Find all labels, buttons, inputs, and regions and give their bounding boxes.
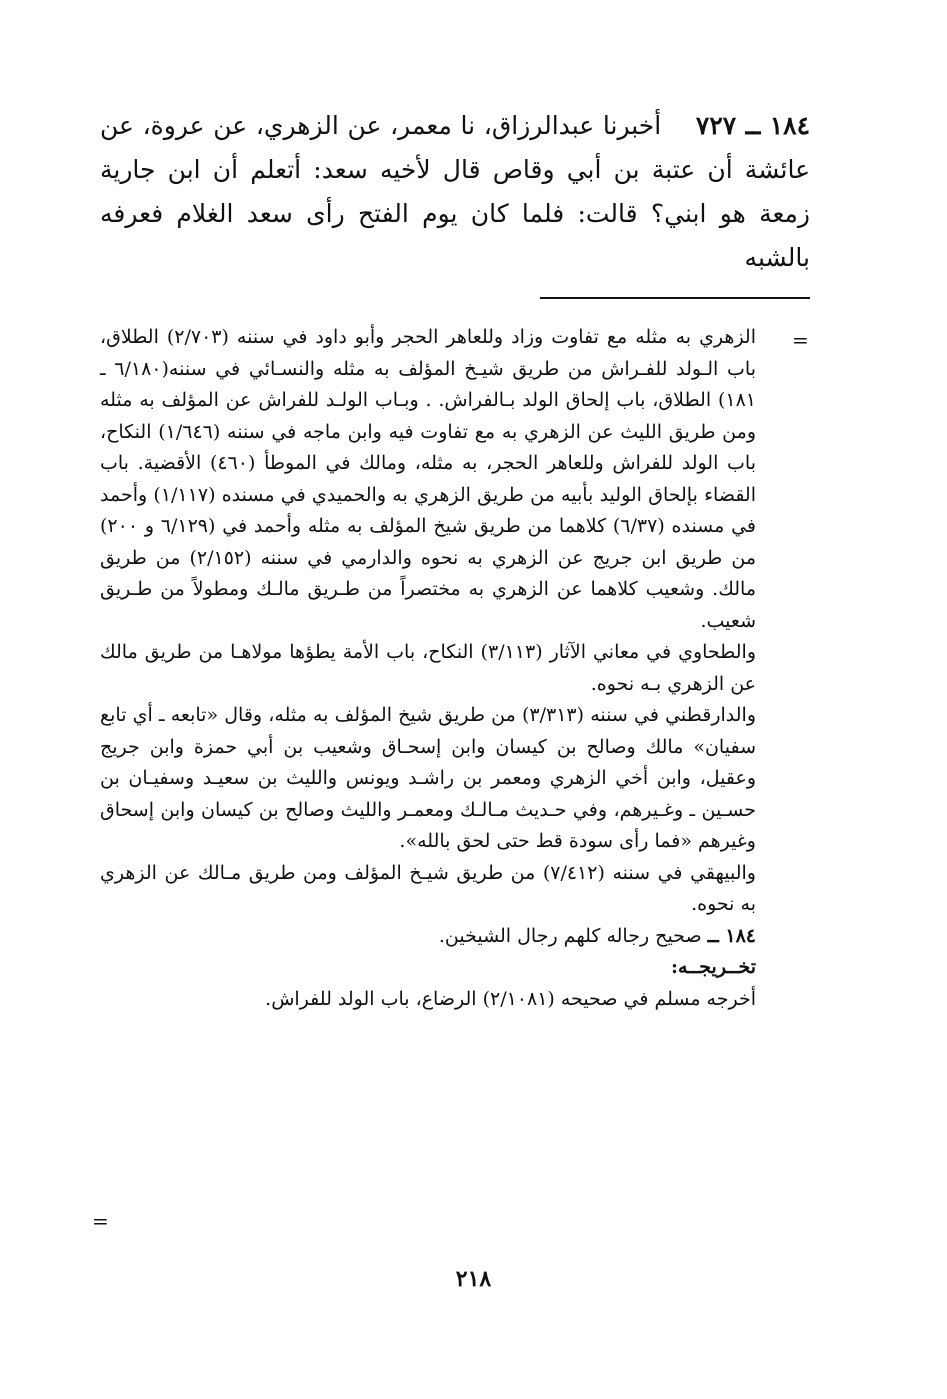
hadith-grade-text: صحيح رجاله كلهم رجال الشيخين. [438, 924, 702, 947]
footnote-divider [540, 297, 810, 299]
continuation-mark: = [792, 328, 809, 352]
continuation-mark-bottom: = [92, 1209, 109, 1233]
hadith-grade [100, 921, 756, 953]
hadith-grade-number: ١٨٤ ــ [707, 924, 756, 947]
footnote-paragraph: الزهري به مثله مع تفاوت وزاد وللعاهر الحجر وأبو داود في سننه (٢/٧٠٣) الطلاق، باب الـولد للفـراش من طريق شيـخ المؤلف به مثله والنسـائي في سننه(٦/١٨٠ ـ ١٨١) الطلاق، باب إلحاق الولد بـالفراش. . وبـاب الولـد للفراش عن المؤلف به مثله ومن طريق الليث عن الزهري به مع تفاوت فيه وابن ماجه في سننه (١/٦٤٦) النكاح، باب الولد للفراش وللعاهر الحجر، به مثله، ومالك في الموطأ (٤٦٠) الأقضية. باب القضاء بإلحاق الوليد بأبيه من طريق الزهري به والحميدي في مسنده (١/١١٧) وأحمد في مسنده (٦/٣٧) كلاهما من طريق شيخ المؤلف به مثله وأحمد في (٦/١٢٩ و ٢٠٠) من طريق ابن جريج عن الزهري به نحوه والدارمي في سننه (٢/١٥٢) من طريق مالك. وشعيب كلاهما عن الزهري به مختصراً من طـريق مالـك ومطولاً من طـريق شعيب. [100, 326, 757, 632]
takhrij-heading: تخــريجــه: [670, 956, 756, 978]
main-hadith-text [100, 104, 810, 280]
page-number: ٢١٨ [455, 1266, 492, 1292]
footnote-paragraph: والدارقطني في سننه (٣/٣١٣) من طريق شيخ المؤلف به مثله، وقال «تابعه ـ أي تابع سفيان» مالك وصالح بن كيسان وابن إسحـاق وشعيب بن أبي حمزة وابن جريج وعقيل، وابن أخي الزهري ومعمر بن راشـد ويونس والليث بن سعيـد وسفيـان بن حسـين ـ وغـيرهم، وفي حـديث مـالـك ومعمـر والليث وصالح بن كيسان وابن إسحاق وغيرهم «فما رأى سودة قط حتى لحق بالله». [100, 704, 756, 852]
hadith-body: أخبرنا عبدالرزاق، نا معمر، عن الزهري، عن عروة، عن عائشة أن عتبة بن أبي وقاص قال لأخيه سعد: أتعلم أن ابن جارية زمعة هو ابني؟ قالت: فلما كان يوم الفتح رأى سعد الغلام فعرفه بالشبه [100, 111, 810, 272]
footnotes [100, 322, 756, 1015]
takhrij-text: أخرجه مسلم في صحيحه (٢/١٠٨١) الرضاع، باب الولد للفراش. [265, 987, 756, 1010]
footnote-paragraph: والبيهقي في سننه (٧/٤١٢) من طريق شيـخ المؤلف ومن طريق مـالك عن الزهري به نحوه. [100, 861, 756, 915]
footnote-paragraph: والطحاوي في معاني الآثار (٣/١١٣) النكاح، باب الأمة يطؤها مولاهـا من طريق مالك عن الزهري بـه نحوه. [100, 641, 756, 695]
hadith-number: ١٨٤ ــ ٧٢٧ [695, 111, 811, 140]
